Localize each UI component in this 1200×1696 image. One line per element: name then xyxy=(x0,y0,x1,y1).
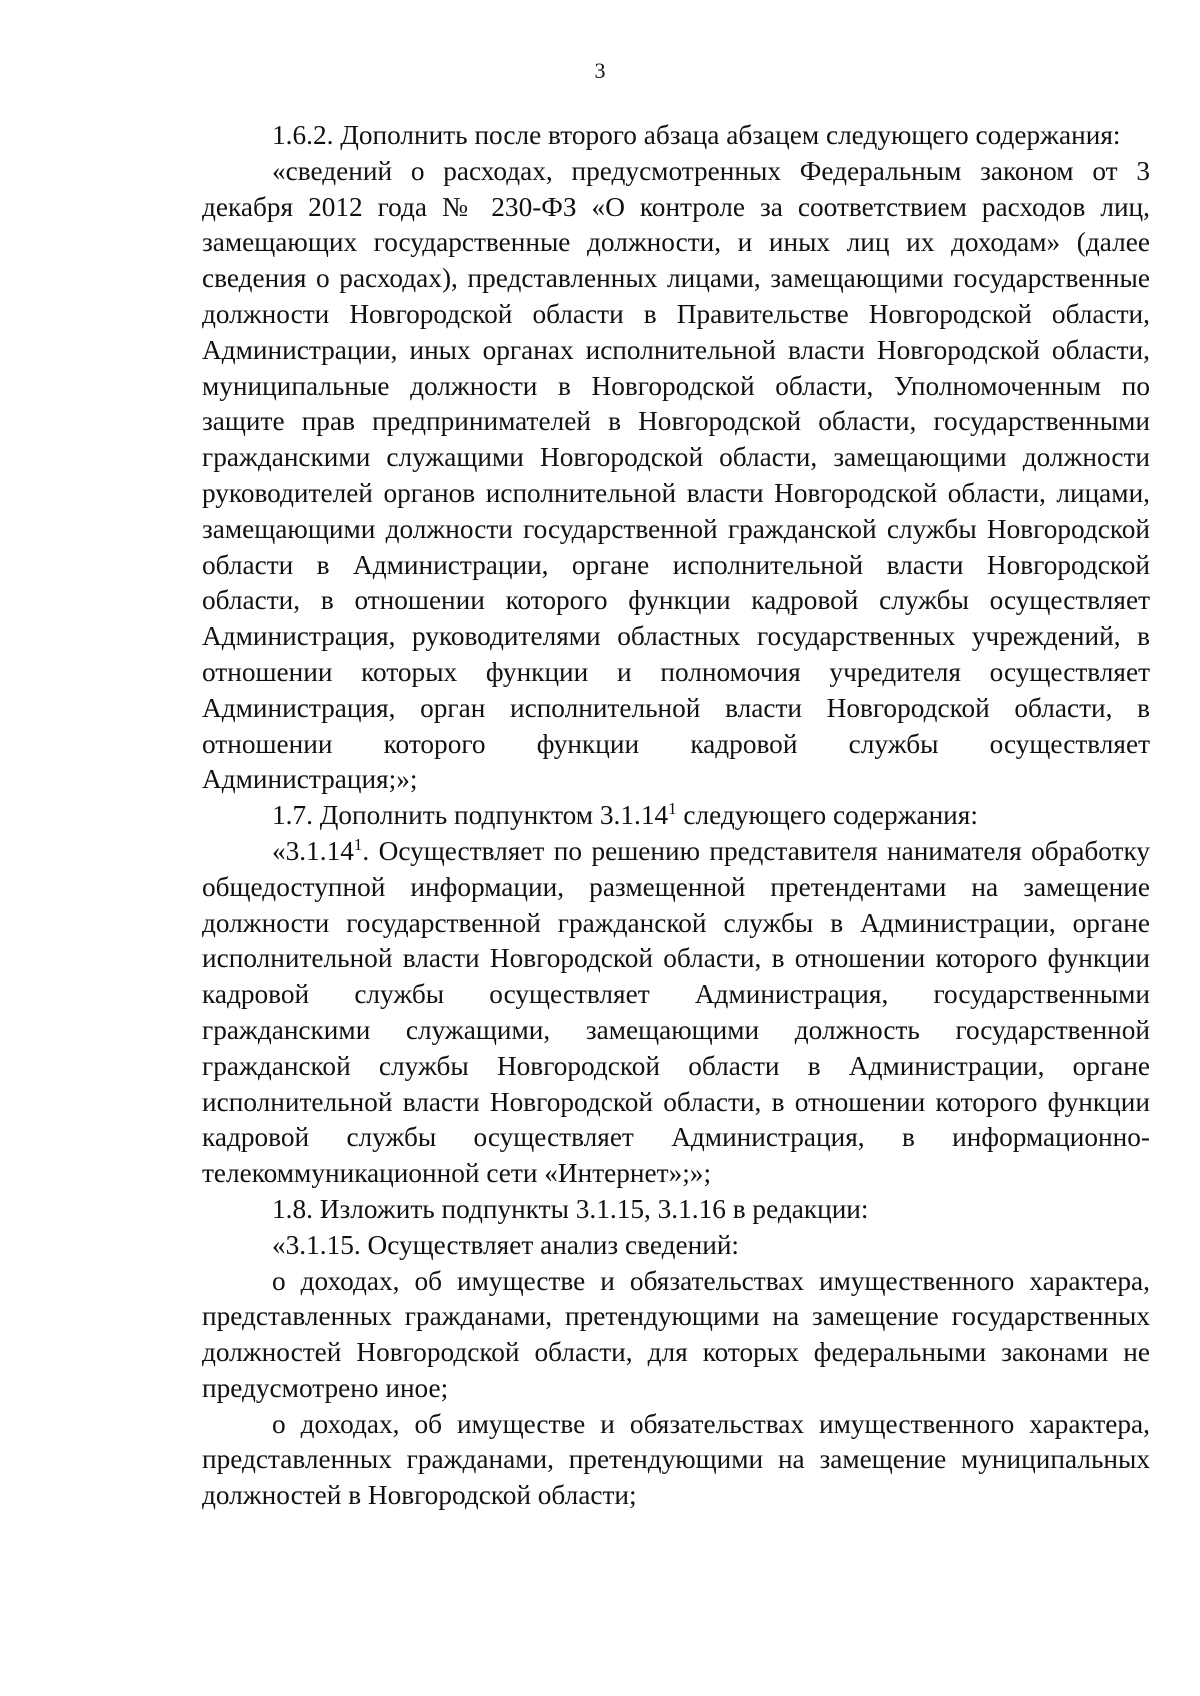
paragraph-1-8: 1.8. Изложить подпункты 3.1.15, 3.1.16 в редакции: xyxy=(272,1193,869,1224)
paragraph-3-1-14-1 xyxy=(202,834,1150,1192)
paragraph-1-7 xyxy=(202,798,1150,834)
paragraph-income-state: о доходах, об имуществе и обязательствах имущественного характера, представленных гражданами, претендующими на замещение государственных должностей Новгородской области, для которых федеральными законами не предусмотрено иное; xyxy=(202,1265,1150,1403)
page-number: 3 xyxy=(594,58,606,83)
superscript: 1 xyxy=(668,799,677,818)
paragraph-3-1-14-1-text: . Осуществляет по решению представителя нанимателя обработку общедоступной информации, размещенной претендентами на замещение должности государственной гражданской службы в Администрации, органе исполнительной власти Новгородской области, в отношении которого функции кадровой службы осуществляет Администрация, государственными гражданскими служащими, замещающими должность государственной гражданской службы Новгородской области в Администрации, органе исполнительной власти Новгородской области, в отношении которого функции кадровой службы осуществляет Администрация, в информационно-телекоммуникационной сети «Интернет»;»; xyxy=(202,835,1150,1189)
paragraph-income-municipal: о доходах, об имуществе и обязательствах имущественного характера, представленных гражданами, претендующими на замещение муниципальных должностей в Новгородской области; xyxy=(202,1408,1150,1511)
document-body xyxy=(202,118,1150,1514)
paragraph-3-1-14-1-start: «3.1.14 xyxy=(272,835,354,866)
paragraph-3-1-15: «3.1.15. Осуществляет анализ сведений: xyxy=(272,1229,740,1260)
paragraph-expenses-info: «сведений о расходах, предусмотренных Федеральным законом от 3 декабря 2012 года № 230-ФЗ «О контроле за соответствием расходов лиц, замещающих государственные должности, и иных лиц их доходам» (далее сведения о расходах), представленных лицами, замещающими государственные должности Новгородской области в Правительстве Новгородской области, Администрации, иных органах исполнительной власти Новгородской области, муниципальные должности в Новгородской области, Уполномоченным по защите прав предпринимателей в Новгородской области, государственными гражданскими служащими Новгородской области, замещающими должности руководителей органов исполнительной власти Новгородской области, лицами, замещающими должности государственной гражданской службы Новгородской области в Администрации, органе исполнительной власти Новгородской области, в отношении которого функции кадровой службы осуществляет Администрация, руководителями областных государственных учреждений, в отношении которых функции и полномочия учредителя осуществляет Администрация, орган исполнительной власти Новгородской области, в отношении которого функции кадровой службы осуществляет Администрация;»; xyxy=(202,155,1150,795)
paragraph-1-6-2: 1.6.2. Дополнить после второго абзаца абзацем следующего содержания: xyxy=(272,120,1121,150)
paragraph-1-7-text: 1.7. Дополнить подпунктом 3.1.14 xyxy=(272,800,669,831)
superscript: 1 xyxy=(353,834,363,854)
paragraph-1-7-text-end: следующего содержания: xyxy=(676,800,978,831)
